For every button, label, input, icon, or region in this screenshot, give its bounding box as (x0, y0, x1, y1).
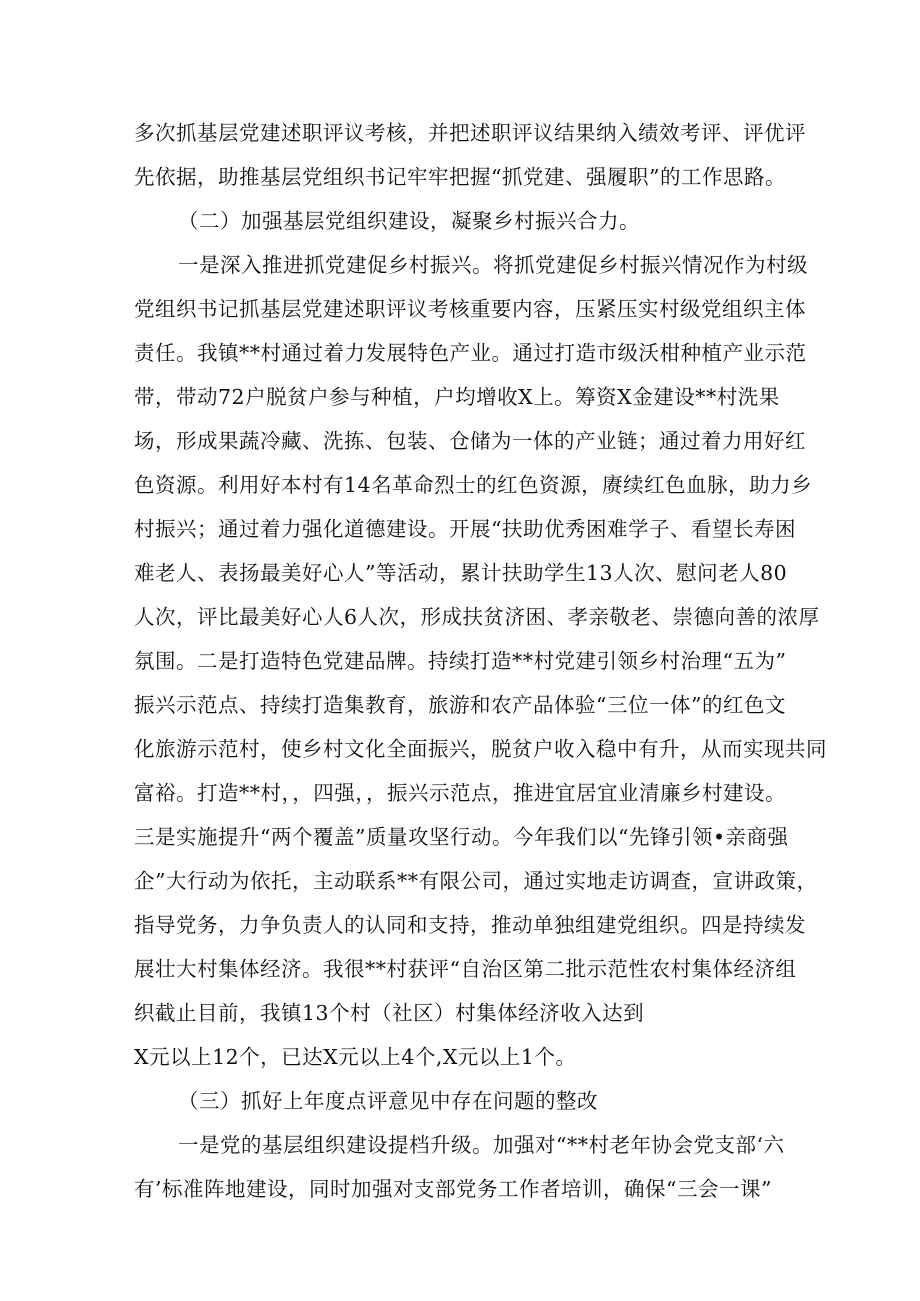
text-line: 有’标准阵地建设，同时加强对支部党务工作者培训，确保“三会一课” (134, 1177, 772, 1201)
text-line: 振兴示范点、持续打造集教育，旅游和农产品体验“三位一体”的红色文 (134, 693, 786, 717)
text-line: 化旅游示范村，使乡村文化全面振兴，脱贫户收入稳中有升，从而实现共同 (134, 737, 827, 761)
text-line: 党组织书记抓基层党建述职评议考核重要内容，压紧压实村级党组织主体 (134, 297, 806, 321)
text-line: 氛围。二是打造特色党建品牌。持续打造**村党建引领乡村治理“五为” (134, 649, 787, 673)
text-line: 多次抓基层党建述职评议考核，并把述职评议结果纳入绩效考评、评优评 (134, 121, 806, 145)
paragraph-first-line: 一是深入推进抓党建促乡村振兴。将抓党建促乡村振兴情况作为村级 (178, 253, 808, 277)
text-line: 企”大行动为依托，主动联系**有限公司，通过实地走访调查，宣讲政策， (134, 869, 818, 893)
text-line: 三是实施提升“两个覆盖”质量攻坚行动。今年我们以“先锋引领•亲商强 (134, 825, 789, 849)
text-line: 带，带动72户脱贫户参与种植，户均增收X上。筹资X金建设**村洗果 (134, 385, 780, 409)
text-line: 难老人、表扬最美好心人”等活动，累计扶助学生13人次、慰问老人80 (134, 561, 788, 585)
text-line: 场，形成果蔬冷藏、洗拣、包装、仓储为一体的产业链；通过着力用好红 (134, 429, 806, 453)
text-line: 责任。我镇**村通过着力发展特色产业。通过打造市级沃柑种植产业示范 (134, 341, 807, 365)
text-line: 先依据，助推基层党组织书记牢牢把握“抓党建、强履职”的工作思路。 (134, 165, 786, 189)
text-line: 展壮大村集体经济。我很**村获评“自治区第二批示范性农村集体经济组 (134, 957, 797, 981)
text-line: 指导党务，力争负责人的认同和支持，推动单独组建党组织。四是持续发 (134, 913, 806, 937)
text-line: 色资源。利用好本村有14名革命烈士的红色资源，赓续红色血脉，助力乡 (134, 473, 813, 497)
text-line: 织截止目前，我镇13个村（社区）村集体经济收入达到 (134, 1001, 645, 1025)
section-heading: （二）加强基层党组织建设，凝聚乡村振兴合力。 (178, 209, 640, 233)
text-line: 村振兴；通过着力强化道德建设。开展“扶助优秀困难学子、看望长寿困 (134, 517, 796, 541)
text-line: 富裕。打造**村，，四强，，振兴示范点，推进宜居宜业清廉乡村建设。 (134, 781, 786, 805)
paragraph-first-line: 一是党的基层组织建设提档升级。加强对“**村老年协会党支部‘六 (178, 1133, 785, 1157)
text-line: X元以上12个，已达X元以上4个,X元以上1个。 (134, 1045, 577, 1069)
section-heading: （三）抓好上年度点评意见中存在问题的整改 (178, 1089, 598, 1113)
text-line: 人次，评比最美好心人6人次，形成扶贫济困、孝亲敬老、崇德向善的浓厚 (134, 605, 820, 629)
